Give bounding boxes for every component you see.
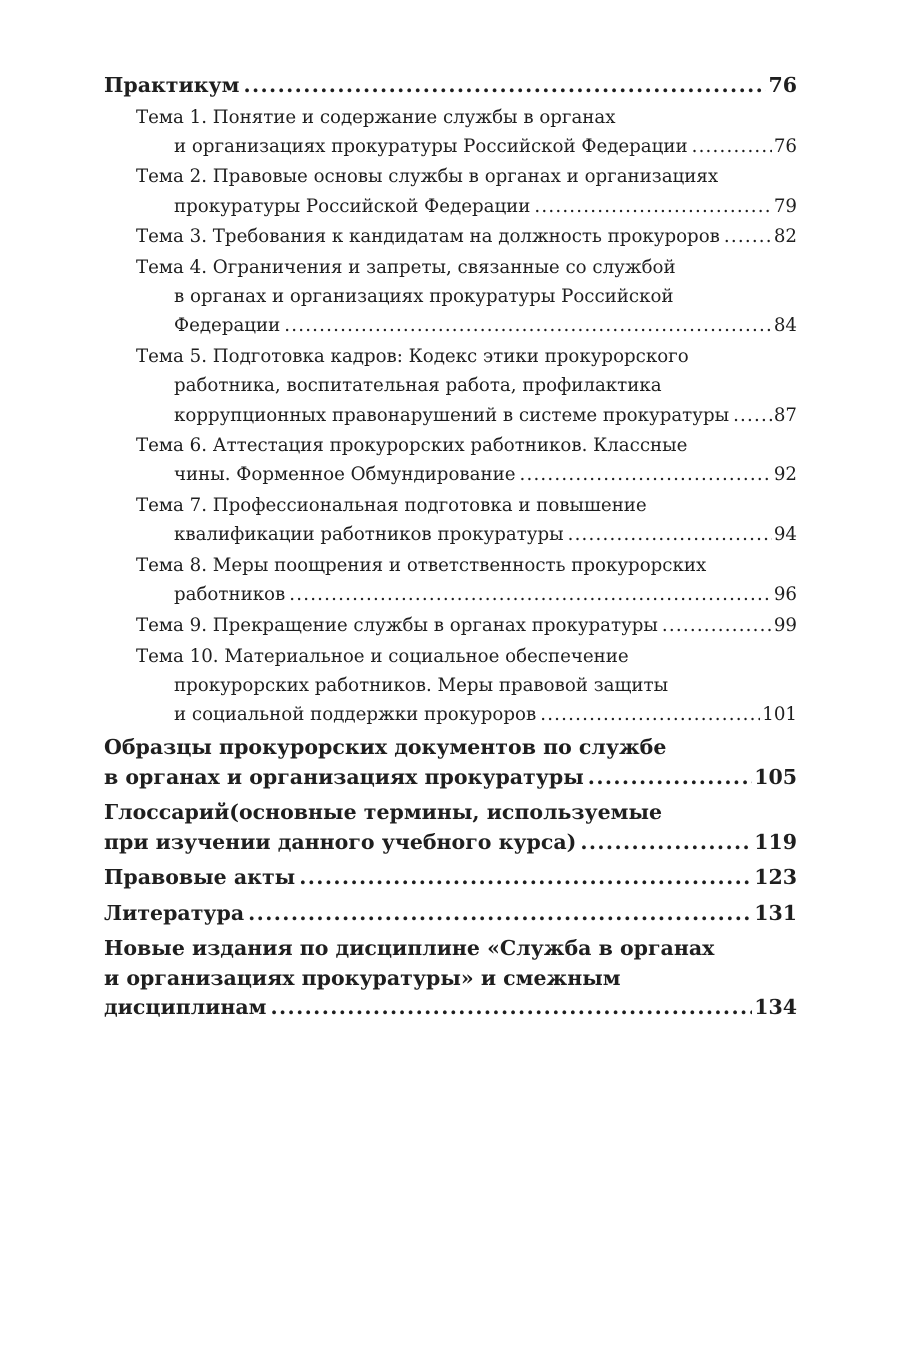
toc-page-number: 99 — [773, 614, 797, 636]
toc-page-number: 134 — [754, 995, 797, 1020]
toc-section-entry[interactable] — [104, 733, 797, 792]
dot-leader — [270, 993, 752, 1023]
toc-section-entry[interactable] — [104, 71, 797, 101]
toc-entry-title: Федерации — [174, 315, 281, 337]
toc-entry-line — [104, 253, 797, 282]
toc-entry-title: квалификации работников прокуратуры — [174, 524, 564, 546]
dot-leader — [724, 222, 772, 251]
toc-entry-line — [104, 580, 797, 609]
toc-entry-line — [104, 899, 797, 929]
dot-leader — [588, 763, 752, 793]
toc-page-number: 94 — [773, 524, 797, 546]
toc-entry-title: в органах и организациях прокуратуры Российской — [174, 286, 674, 308]
toc-entry-title: Образцы прокурорских документов по службе — [104, 735, 667, 760]
toc-page-number: 79 — [773, 195, 797, 217]
dot-leader — [568, 520, 772, 549]
table-of-contents — [104, 71, 797, 1024]
toc-topic-entry[interactable] — [104, 222, 797, 251]
toc-entry-title: чины. Форменное Обмундирование — [174, 464, 516, 486]
toc-entry-title: Тема 9. Прекращение службы в органах прокуратуры — [136, 614, 658, 636]
toc-entry-line — [104, 733, 797, 763]
toc-entry-title: коррупционных правонарушений в системе прокуратуры — [174, 404, 730, 426]
toc-entry-title: и организациях прокуратуры» и смежным — [104, 965, 621, 990]
toc-entry-title: в органах и организациях прокуратуры — [104, 764, 584, 789]
toc-page-number: 76 — [773, 135, 797, 157]
toc-topic-entry[interactable] — [104, 162, 797, 220]
toc-page-number: 82 — [773, 226, 797, 248]
toc-entry-line — [104, 964, 797, 994]
dot-leader — [243, 71, 766, 101]
toc-entry-title: работников — [174, 584, 286, 606]
toc-page-number: 92 — [773, 464, 797, 486]
toc-entry-title: Тема 5. Подготовка кадров: Кодекс этики прокурорского — [136, 346, 689, 368]
toc-entry-line — [104, 222, 797, 251]
toc-topic-entry[interactable] — [104, 342, 797, 430]
toc-entry-line — [104, 371, 797, 400]
toc-entry-line — [104, 763, 797, 793]
dot-leader — [284, 311, 772, 340]
toc-topic-entry[interactable] — [104, 103, 797, 161]
toc-page-number: 84 — [773, 315, 797, 337]
toc-entry-line — [104, 431, 797, 460]
toc-page-number: 101 — [762, 704, 797, 726]
toc-entry-title: и организациях прокуратуры Российской Федерации — [174, 135, 688, 157]
dot-leader — [248, 899, 752, 929]
toc-entry-title: и социальной поддержки прокуроров — [174, 704, 537, 726]
toc-page-number: 105 — [754, 764, 797, 789]
toc-entry-title: при изучении данного учебного курса) — [104, 829, 577, 854]
dot-leader — [289, 580, 772, 609]
dot-leader — [692, 132, 772, 161]
toc-entry-line — [104, 491, 797, 520]
toc-section-entry[interactable] — [104, 899, 797, 929]
toc-entry-title: Тема 8. Меры поощрения и ответственность прокурорских — [136, 555, 707, 577]
toc-entry-line — [104, 282, 797, 311]
dot-leader — [519, 460, 771, 489]
toc-entry-title: работника, воспитательная работа, профилактика — [174, 375, 662, 397]
toc-entry-line — [104, 798, 797, 828]
toc-entry-line — [104, 192, 797, 221]
toc-entry-line — [104, 863, 797, 893]
toc-topic-entry[interactable] — [104, 642, 797, 730]
toc-entry-line — [104, 828, 797, 858]
toc-entry-line — [104, 460, 797, 489]
toc-entry-line — [104, 993, 797, 1023]
toc-page-number: 96 — [773, 584, 797, 606]
dot-leader — [540, 700, 760, 729]
toc-entry-title: Тема 10. Материальное и социальное обеспечение — [136, 645, 629, 667]
toc-topic-entry[interactable] — [104, 491, 797, 549]
toc-entry-title: дисциплинам — [104, 995, 267, 1020]
toc-section-entry[interactable] — [104, 798, 797, 857]
toc-entry-line — [104, 401, 797, 430]
toc-entry-line — [104, 103, 797, 132]
toc-entry-line — [104, 642, 797, 671]
toc-entry-title: Тема 3. Требования к кандидатам на должность прокуроров — [136, 226, 720, 248]
toc-section-entry[interactable] — [104, 863, 797, 893]
toc-page-number: 119 — [754, 829, 797, 854]
toc-topic-entry[interactable] — [104, 611, 797, 640]
toc-topic-entry[interactable] — [104, 431, 797, 489]
dot-leader — [733, 401, 772, 430]
dot-leader — [534, 192, 771, 221]
toc-entry-title: Тема 7. Профессиональная подготовка и повышение — [136, 495, 647, 517]
toc-entry-title: Тема 6. Аттестация прокурорских работников. Классные — [136, 435, 688, 457]
toc-entry-line — [104, 700, 797, 729]
toc-entry-line — [104, 71, 797, 101]
toc-topic-entry[interactable] — [104, 551, 797, 609]
dot-leader — [580, 828, 752, 858]
toc-entry-title: Тема 2. Правовые основы службы в органах и организациях — [136, 166, 719, 188]
toc-entry-title: Литература — [104, 900, 245, 925]
toc-entry-title: Новые издания по дисциплине «Служба в органах — [104, 936, 715, 961]
toc-entry-title: прокуратуры Российской Федерации — [174, 195, 531, 217]
toc-entry-line — [104, 671, 797, 700]
toc-page-number: 87 — [773, 404, 797, 426]
toc-entry-title: Глоссарий(основные термины, используемые — [104, 800, 663, 825]
toc-entry-title: Тема 4. Ограничения и запреты, связанные со службой — [136, 257, 676, 279]
toc-entry-title: Практикум — [104, 73, 240, 97]
toc-entry-title: Тема 1. Понятие и содержание службы в органах — [136, 106, 616, 128]
toc-entry-line — [104, 934, 797, 964]
toc-entry-line — [104, 611, 797, 640]
dot-leader — [299, 863, 752, 893]
toc-page-number: 131 — [754, 900, 797, 925]
toc-entry-line — [104, 162, 797, 191]
toc-page-number: 123 — [754, 865, 797, 890]
toc-entry-title: прокурорских работников. Меры правовой защиты — [174, 674, 669, 696]
toc-entry-title: Правовые акты — [104, 865, 296, 890]
toc-entry-line — [104, 311, 797, 340]
dot-leader — [662, 611, 772, 640]
toc-page-number: 76 — [768, 73, 797, 97]
toc-entry-line — [104, 520, 797, 549]
toc-topic-entry[interactable] — [104, 253, 797, 341]
toc-section-entry[interactable] — [104, 934, 797, 1023]
toc-entry-line — [104, 132, 797, 161]
toc-entry-line — [104, 342, 797, 371]
toc-entry-line — [104, 551, 797, 580]
